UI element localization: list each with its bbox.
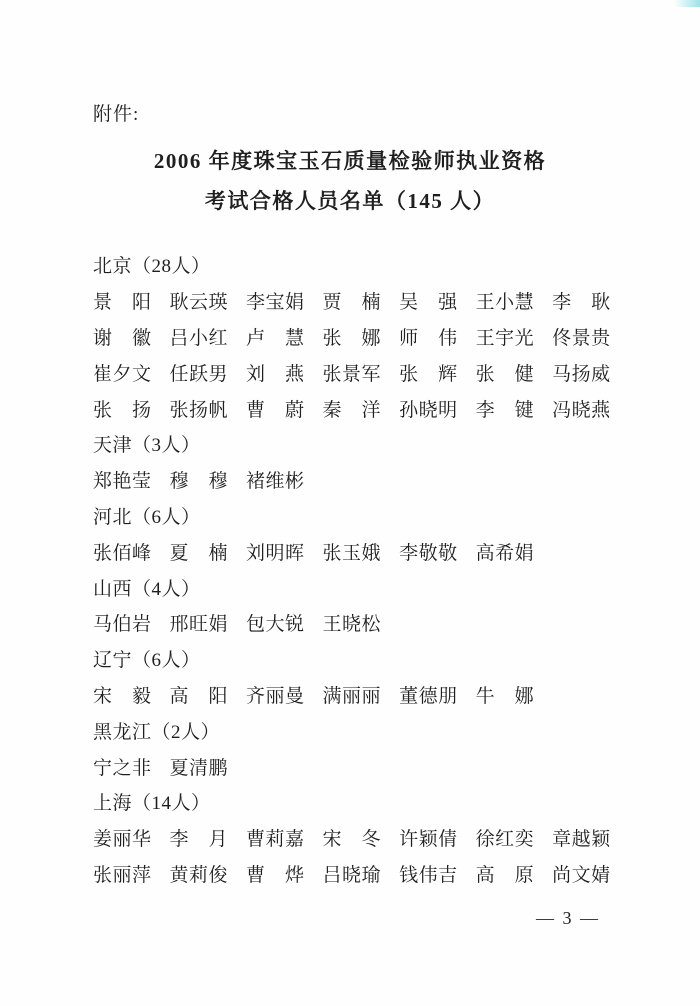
person-name: 张 辉: [399, 363, 458, 385]
person-name: 董德朋: [399, 685, 458, 707]
person-name: 李敬敬: [399, 542, 458, 564]
person-name: 徐红奕: [475, 829, 535, 851]
name-row: [93, 319, 609, 355]
person-name: 耿云瑛: [169, 292, 229, 314]
person-name: 王小慧: [475, 292, 535, 314]
person-name: 李宝娟: [246, 292, 305, 314]
name-row: [93, 533, 609, 569]
person-name: 张 扬: [93, 399, 152, 421]
person-name: 马扬威: [552, 363, 611, 385]
person-name: 曹莉嘉: [246, 829, 305, 851]
person-name: 黄莉俊: [169, 864, 229, 886]
person-name: 王宇光: [475, 327, 535, 349]
section-header: 河北（6人）: [93, 506, 201, 528]
person-name: 张佰峰: [93, 542, 152, 564]
person-name: 宋 冬: [322, 829, 382, 851]
person-name: 谢 徽: [93, 327, 152, 349]
name-row: [93, 748, 609, 784]
name-row: [93, 820, 609, 856]
person-name: 马伯岩: [93, 614, 152, 636]
person-name: 秦 洋: [322, 399, 382, 421]
section-header: 上海（14人）: [93, 793, 211, 815]
person-name: 吴 强: [399, 292, 458, 314]
person-name: 郑艳莹: [93, 471, 152, 493]
person-name: 刘明晖: [246, 542, 305, 564]
section-header: 辽宁（6人）: [93, 650, 201, 672]
person-name: 邢旺娟: [169, 614, 229, 636]
person-name: 冯晓燕: [552, 399, 611, 421]
person-name: 王晓松: [322, 614, 382, 636]
person-name: 孙晓明: [399, 399, 458, 421]
person-name: 张丽萍: [93, 864, 152, 886]
person-name: 高 阳: [169, 685, 229, 707]
person-name: 宁之非: [93, 757, 152, 779]
person-name: 曹 蔚: [246, 399, 305, 421]
person-name: 宋 毅: [93, 685, 152, 707]
section-header: 山西（4人）: [93, 578, 201, 600]
person-name: 任跃男: [169, 363, 229, 385]
document-title-line-2: 考试合格人员名单（145 人）: [204, 189, 496, 213]
person-name: 张扬帆: [169, 399, 229, 421]
scan-artifact: [674, 0, 700, 7]
person-name: 褚维彬: [246, 471, 305, 493]
name-row: [93, 605, 609, 641]
person-name: 许颖倩: [399, 829, 458, 851]
person-name: 张 健: [475, 363, 535, 385]
person-name: 穆 穆: [169, 471, 229, 493]
person-name: 李 耿: [552, 292, 611, 314]
person-name: 曹 烨: [246, 864, 305, 886]
name-row: [93, 390, 609, 426]
person-name: 夏清鹏: [169, 757, 229, 779]
person-name: 尚文婧: [552, 864, 611, 886]
person-name: 张 娜: [322, 327, 382, 349]
person-name: 张玉娥: [322, 542, 382, 564]
person-name: 卢 慧: [246, 327, 305, 349]
person-name: 包大锐: [246, 614, 305, 636]
person-name: 师 伟: [399, 327, 458, 349]
person-name: 吕晓瑜: [322, 864, 382, 886]
person-name: 夏 楠: [169, 542, 229, 564]
person-name: 李 键: [475, 399, 535, 421]
person-name: 满丽丽: [322, 685, 382, 707]
name-row: [93, 677, 609, 713]
name-row: [93, 283, 609, 319]
person-name: 高希娟: [475, 542, 535, 564]
person-name: 章越颖: [552, 829, 611, 851]
name-row: [93, 354, 609, 390]
person-name: 刘 燕: [246, 363, 305, 385]
page-number: — 3 —: [536, 908, 600, 928]
attachment-label: 附件:: [93, 104, 140, 125]
name-row: [93, 856, 609, 892]
person-name: 齐丽曼: [246, 685, 305, 707]
person-name: 景 阳: [93, 292, 152, 314]
section-header: 黑龙江（2人）: [93, 721, 221, 743]
person-name: 牛 娜: [475, 685, 535, 707]
name-list: [93, 247, 609, 891]
person-name: 崔夕文: [93, 363, 152, 385]
person-name: 姜丽华: [93, 829, 152, 851]
name-row: [93, 462, 609, 498]
person-name: 张景军: [322, 363, 382, 385]
document-title-line-1: 2006 年度珠宝玉石质量检验师执业资格: [153, 149, 547, 173]
person-name: 佟景贵: [552, 327, 611, 349]
person-name: 吕小红: [169, 327, 229, 349]
person-name: 钱伟吉: [399, 864, 458, 886]
person-name: 高 原: [475, 864, 535, 886]
person-name: 李 月: [169, 829, 229, 851]
section-header: 北京（28人）: [93, 256, 211, 278]
section-header: 天津（3人）: [93, 435, 201, 457]
person-name: 贾 楠: [322, 292, 382, 314]
